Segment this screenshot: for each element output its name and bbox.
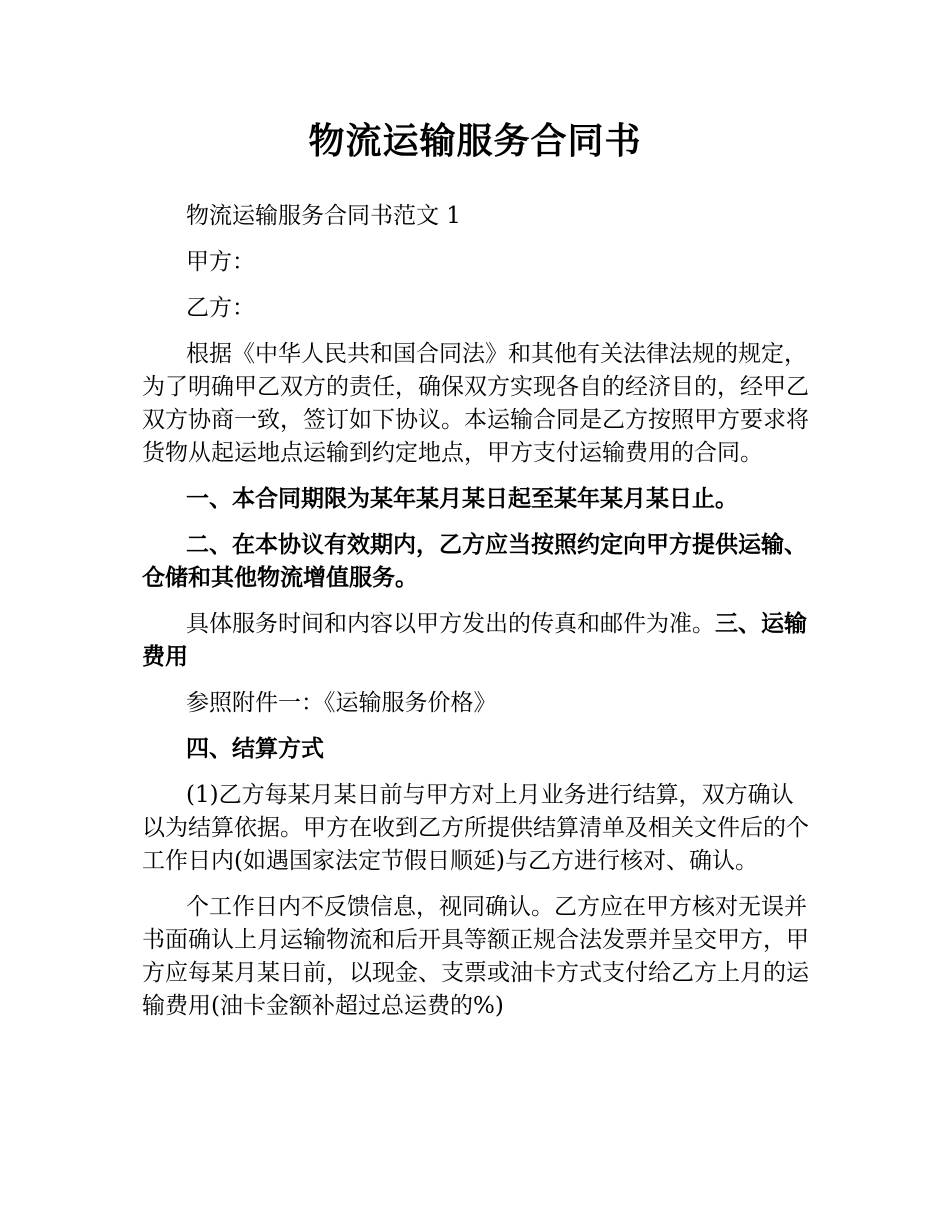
document-title: 物流运输服务合同书	[308, 121, 642, 162]
document-body	[142, 200, 814, 1036]
clause-2: 二、在本协议有效期内，乙方应当按照约定向甲方提供运输、仓储和其他物流增值服务。	[142, 532, 807, 591]
party-b-label: 乙方：	[186, 295, 255, 321]
service-detail-paragraph	[142, 608, 814, 674]
reference-paragraph: 参照附件一：《运输服务价格》	[186, 690, 497, 716]
settlement-paragraph-2: 个工作日内不反馈信息，视同确认。乙方应在甲方核对无误并书面确认上月运输物流和后开具等额正规合法发票并呈交甲方，甲方应每某月某日前，以现金、支票或油卡方式支付给乙方上月的运输费用(油卡金额补超过总运费的%)	[142, 894, 809, 1019]
service-detail-text: 具体服务时间和内容以甲方发出的传真和邮件为准。	[186, 611, 715, 637]
intro-paragraph: 根据《中华人民共和国合同法》和其他有关法律法规的规定，为了明确甲乙双方的责任，确保双方实现各自的经济目的，经甲乙双方协商一致，签订如下协议。本运输合同是乙方按照甲方要求将货物从起运地点运输到约定地点，甲方支付运输费用的合同。	[142, 341, 809, 466]
clause-3-heading: 三、运输费用	[142, 611, 807, 670]
party-a-label: 甲方：	[186, 249, 255, 275]
subtitle: 物流运输服务合同书范文 1	[186, 203, 461, 229]
clause-4-heading: 四、结算方式	[186, 736, 324, 762]
settlement-paragraph-1: (1)乙方每某月某日前与甲方对上月业务进行结算，双方确认以为结算依据。甲方在收到乙方所提供结算清单及相关文件后的个工作日内(如遇国家法定节假日顺延)与乙方进行核对、确认。	[142, 782, 809, 874]
clause-1: 一、本合同期限为某年某月某日起至某年某月某日止。	[186, 486, 738, 512]
